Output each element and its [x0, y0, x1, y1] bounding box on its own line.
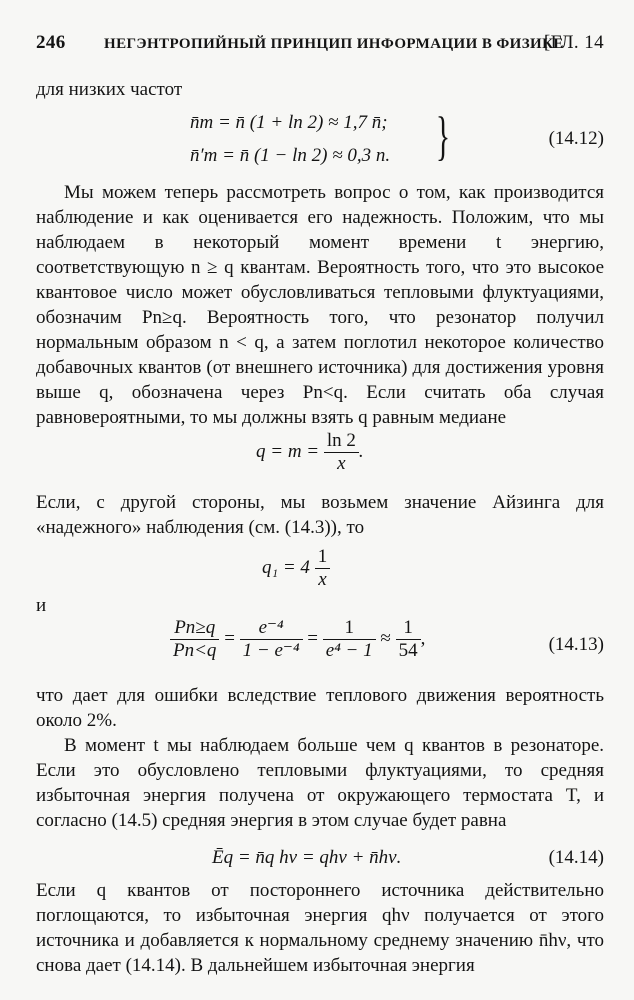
median-lhs: q = m = [256, 440, 320, 462]
median-denominator: x [337, 453, 346, 474]
approx-sign: ≈ [380, 627, 391, 649]
inverse-numerator: 1 [323, 617, 376, 640]
equation-number-14-12: (14.12) [548, 128, 604, 149]
paragraph-ising: Если, с другой стороны, мы возьмем значение Айзинга для «надежного» наблюдения (см. (14.3)), то [36, 492, 604, 538]
running-header [36, 30, 604, 56]
result-fraction [396, 617, 421, 662]
paragraph-error: что дает для ошибки вследствие теплового движения вероятность около 2%. [36, 685, 604, 731]
equation-number-14-14: (14.14) [548, 847, 604, 868]
right-brace: } [435, 106, 451, 166]
paragraph-observation: Мы можем теперь рассмотреть вопрос о том, как производится наблюдение и как оценивается его надежность. Положим, что мы наблюдаем в некоторый момент времени t энергию, соответствующую n ≥ q квантам. Вероятность того, что это высокое квантовое число может обусловливаться тепловыми флуктуациями, обозначим Pn≥q. Вероятность того, что резонатор получил нормальным образом n < q, а затем поглотил некоторое количество добавочных квантов (от внешнего источника) для достижения уровня выше q, обозначена через Pn<q. Если считать оба случая равновероятными, то мы должны взять q равным медиане [36, 182, 604, 428]
inverse-denominator: e⁴ − 1 [325, 640, 373, 661]
intro-line: для низких частот [36, 79, 183, 100]
result-numerator: 1 [396, 617, 421, 640]
q1-lhs: q₁ = 4 [262, 556, 310, 578]
conjunction-and: и [36, 595, 47, 616]
ratio-denominator: Pn<q [173, 640, 217, 661]
equation-14-13 [170, 617, 425, 662]
median-fraction [324, 430, 359, 475]
equals-sign: = [307, 627, 319, 649]
equation-14-12-line2: n̄′m = n̄ (1 − ln 2) ≈ 0,3 n. [190, 145, 391, 166]
running-title: НЕГЭНТРОПИЙНЫЙ ПРИНЦИП ИНФОРМАЦИИ В ФИЗИКЕ [104, 36, 564, 52]
equals-sign: = [224, 627, 235, 649]
exp-denominator: 1 − e⁻⁴ [242, 640, 300, 661]
paragraph-external-source: Если q квантов от постороннего источника действительно поглощаются, то избыточная энергия qhν получается от этого источника и добавляется к нормальному среднему значению n̄hν, что снова дает (14.14). В дальнейшем избыточная энергия [36, 880, 604, 976]
page-number: 246 [36, 32, 66, 53]
exp-fraction [240, 617, 303, 662]
q1-numerator: 1 [315, 546, 331, 569]
median-period: . [358, 440, 364, 462]
q1-fraction [315, 546, 331, 591]
median-numerator: ln 2 [324, 430, 359, 453]
equation-number-14-13: (14.13) [548, 634, 604, 655]
probability-ratio [170, 617, 219, 662]
equation-14-12-line1: n̄m = n̄ (1 + ln 2) ≈ 1,7 n̄; [190, 112, 388, 133]
inverse-fraction [323, 617, 376, 662]
comma: , [420, 627, 426, 649]
paragraph-thermal: В момент t мы наблюдаем больше чем q квантов в резонаторе. Если это обусловлено тепловыми флуктуациями, то средняя избыточная энергия получена от окружающего термостата T, и согласно (14.5) средняя энергия в этом случае будет равна [36, 735, 604, 831]
ratio-numerator: Pn≥q [170, 617, 219, 640]
chapter-label: [ГЛ. 14 [543, 32, 604, 53]
q1-denominator: x [318, 569, 327, 590]
result-denominator: 54 [398, 640, 418, 661]
equation-14-14: Ēq = n̄q hν = qhν + n̄hν. [212, 847, 402, 868]
exp-numerator: e⁻⁴ [240, 617, 303, 640]
equation-q1 [262, 546, 330, 591]
equation-median [256, 430, 364, 475]
